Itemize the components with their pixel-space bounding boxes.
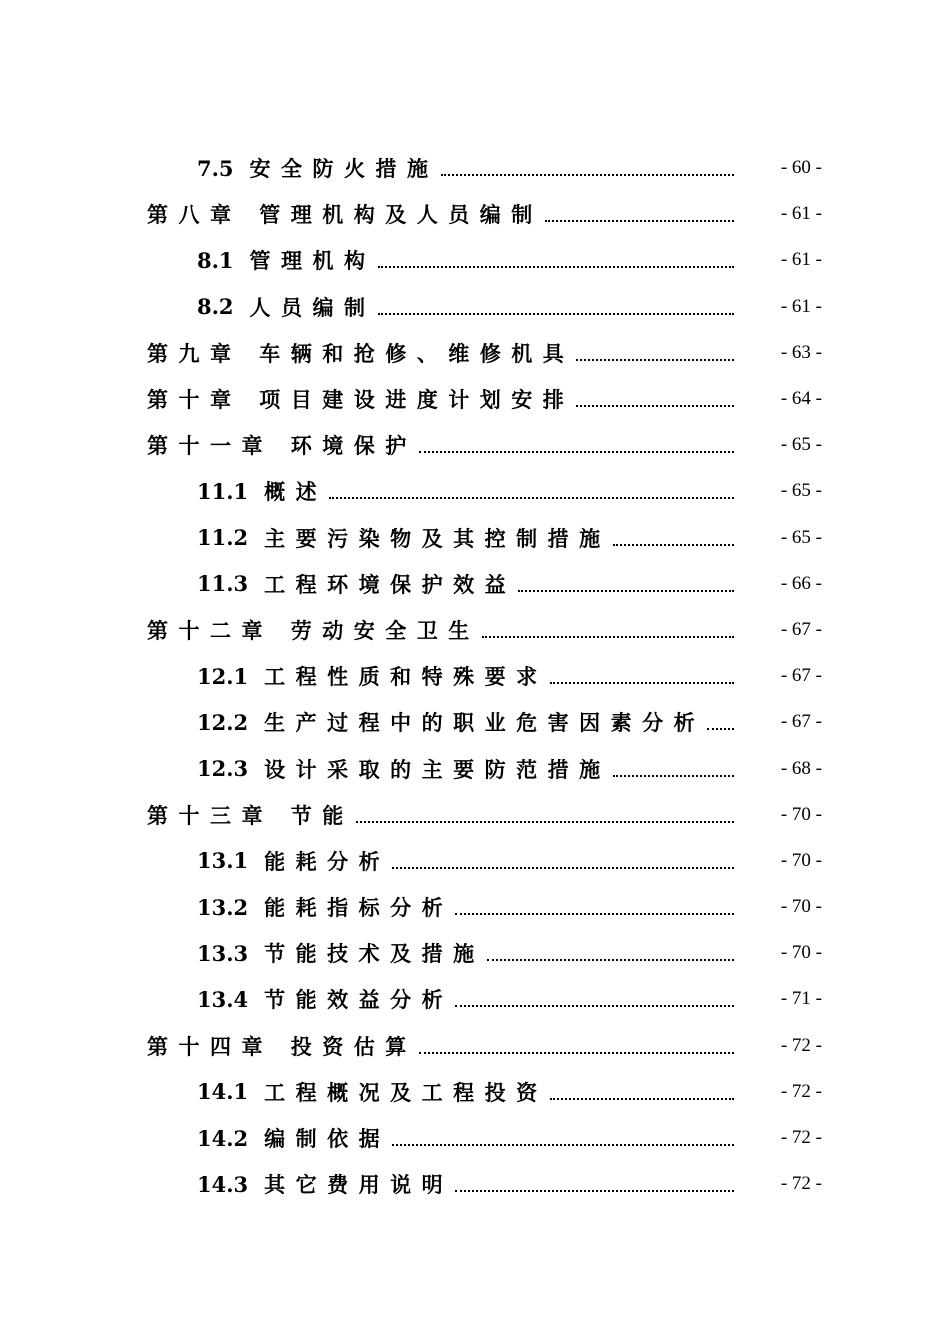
toc-entry[interactable] <box>0 284 950 330</box>
toc-section-number: 12.1 <box>197 663 249 689</box>
toc-entry-label-group <box>147 199 752 229</box>
dot-leader <box>419 1052 734 1054</box>
toc-section-number: 11.1 <box>197 478 249 504</box>
toc-entry[interactable] <box>0 561 950 607</box>
toc-entry-label-group <box>197 476 752 506</box>
toc-entry-title: 生产过程中的职业危害因素分析 <box>264 710 706 736</box>
toc-entry-label <box>197 569 516 599</box>
toc-entry[interactable] <box>0 607 950 653</box>
toc-section-number: 13.4 <box>197 986 249 1012</box>
toc-page-number: - 64 - <box>780 388 822 410</box>
toc-entry-label-group <box>197 846 752 876</box>
toc-entry-label-group <box>147 1031 752 1061</box>
toc-entry[interactable] <box>0 838 950 884</box>
toc-entry[interactable] <box>0 653 950 699</box>
toc-entry-title: 第九章 车辆和抢修、维修机具 <box>147 340 575 366</box>
toc-page-number: - 61 - <box>780 203 822 225</box>
toc-entry[interactable] <box>0 699 950 745</box>
toc-entry-label <box>147 1031 417 1061</box>
toc-page-number: - 60 - <box>780 157 822 179</box>
toc-entry-label <box>197 846 390 876</box>
toc-section-number: 11.3 <box>197 571 249 597</box>
toc-entry-label-group <box>197 1077 752 1107</box>
dot-leader <box>356 821 734 823</box>
toc-entry-label <box>197 1123 390 1153</box>
toc-entry-label <box>197 292 376 322</box>
toc-entry-title: 第十四章 投资估算 <box>147 1033 417 1059</box>
toc-entry-title: 编制依据 <box>264 1126 391 1152</box>
toc-entry-label-group <box>197 984 752 1014</box>
dot-leader <box>378 266 734 268</box>
toc-section-number: 8.2 <box>197 294 234 320</box>
toc-section-number: 7.5 <box>197 155 234 181</box>
toc-entry-label-group <box>197 938 752 968</box>
toc-entry-label <box>147 338 574 368</box>
toc-entry-label-group <box>197 1169 752 1199</box>
table-of-contents <box>0 145 950 1207</box>
toc-entry[interactable] <box>0 330 950 376</box>
toc-section-number: 14.2 <box>197 1125 249 1151</box>
dot-leader <box>482 636 734 638</box>
dot-leader <box>545 220 734 222</box>
toc-entry-title: 安全防火措施 <box>249 156 439 182</box>
dot-leader <box>550 682 734 684</box>
toc-entry-title: 第十一章 环境保护 <box>147 433 417 459</box>
toc-entry-label-group <box>197 754 752 784</box>
toc-page-number: - 72 - <box>780 1080 822 1102</box>
dot-leader <box>518 590 734 592</box>
toc-entry[interactable] <box>0 468 950 514</box>
toc-entry-title: 管理机构 <box>249 248 376 274</box>
toc-entry-title: 节能技术及措施 <box>264 941 485 967</box>
toc-page-number: - 72 - <box>780 1173 822 1195</box>
toc-page-number: - 70 - <box>780 803 822 825</box>
toc-page-number: - 65 - <box>780 526 822 548</box>
dot-leader <box>329 497 734 499</box>
toc-entry-title: 工程性质和特殊要求 <box>264 664 548 690</box>
toc-section-number: 14.1 <box>197 1079 249 1105</box>
toc-entry[interactable] <box>0 1161 950 1207</box>
toc-section-number: 13.1 <box>197 848 249 874</box>
toc-entry-title: 人员编制 <box>249 294 376 320</box>
toc-entry[interactable] <box>0 976 950 1022</box>
toc-page-number: - 70 - <box>780 896 822 918</box>
toc-page-number: - 67 - <box>780 711 822 733</box>
dot-leader <box>455 913 734 915</box>
toc-entry[interactable] <box>0 1023 950 1069</box>
toc-entry[interactable] <box>0 237 950 283</box>
dot-leader <box>707 728 734 730</box>
dot-leader <box>576 359 734 361</box>
toc-entry[interactable] <box>0 1069 950 1115</box>
toc-entry-title: 第十章 项目建设进度计划安排 <box>147 387 575 413</box>
toc-entry-label-group <box>197 707 752 737</box>
toc-entry-label <box>147 615 480 645</box>
toc-entry[interactable] <box>0 422 950 468</box>
toc-entry-label <box>197 938 485 968</box>
toc-entry-label-group <box>197 523 752 553</box>
toc-entry-label <box>147 800 354 830</box>
toc-page-number: - 63 - <box>780 341 822 363</box>
dot-leader <box>576 405 734 407</box>
toc-page-number: - 70 - <box>780 942 822 964</box>
dot-leader <box>613 775 734 777</box>
toc-entry-label-group <box>197 245 752 275</box>
toc-entry-title: 主要污染物及其控制措施 <box>264 525 611 551</box>
toc-section-number: 11.2 <box>197 525 249 551</box>
toc-entry-label-group <box>197 892 752 922</box>
toc-entry-title: 设计采取的主要防范措施 <box>264 756 611 782</box>
toc-entry-label-group <box>197 153 752 183</box>
toc-entry-label-group <box>197 569 752 599</box>
toc-page-number: - 67 - <box>780 665 822 687</box>
toc-entry-title: 节能效益分析 <box>264 987 454 1013</box>
toc-entry-title: 第十二章 劳动安全卫生 <box>147 617 480 643</box>
toc-page-number: - 71 - <box>780 988 822 1010</box>
toc-entry-title: 能耗指标分析 <box>264 895 454 921</box>
toc-entry[interactable] <box>0 745 950 791</box>
toc-section-number: 13.3 <box>197 940 249 966</box>
toc-page-number: - 61 - <box>780 295 822 317</box>
toc-entry-label-group <box>147 800 752 830</box>
toc-entry[interactable] <box>0 884 950 930</box>
toc-entry[interactable] <box>0 191 950 237</box>
toc-entry-label-group <box>147 615 752 645</box>
toc-page-number: - 68 - <box>780 757 822 779</box>
dot-leader <box>378 313 734 315</box>
toc-entry-title: 工程概况及工程投资 <box>264 1079 548 1105</box>
toc-entry-title: 第十三章 节能 <box>147 802 354 828</box>
toc-entry-label <box>147 199 543 229</box>
dot-leader <box>487 959 734 961</box>
dot-leader <box>455 1005 734 1007</box>
toc-page-number: - 72 - <box>780 1127 822 1149</box>
toc-entry-title: 其它费用说明 <box>264 1172 454 1198</box>
toc-entry-label-group <box>197 1123 752 1153</box>
toc-entry[interactable] <box>0 792 950 838</box>
toc-entry-label <box>197 476 327 506</box>
toc-entry-label <box>197 707 705 737</box>
toc-entry-label <box>197 523 611 553</box>
toc-entry-label <box>197 1077 548 1107</box>
toc-entry-label-group <box>147 384 752 414</box>
toc-entry[interactable] <box>0 1115 950 1161</box>
toc-page-number: - 72 - <box>780 1034 822 1056</box>
toc-entry-title: 第八章 管理机构及人员编制 <box>147 202 543 228</box>
toc-entry[interactable] <box>0 145 950 191</box>
toc-entry[interactable] <box>0 930 950 976</box>
toc-entry-label-group <box>197 661 752 691</box>
dot-leader <box>441 174 734 176</box>
dot-leader <box>392 1144 734 1146</box>
dot-leader <box>392 867 734 869</box>
toc-page-number: - 66 - <box>780 572 822 594</box>
dot-leader <box>455 1190 734 1192</box>
toc-entry-label <box>197 892 453 922</box>
toc-section-number: 8.1 <box>197 247 234 273</box>
toc-page-number: - 65 - <box>780 480 822 502</box>
toc-entry-label <box>197 153 439 183</box>
toc-page-number: - 65 - <box>780 434 822 456</box>
toc-page-number: - 61 - <box>780 249 822 271</box>
toc-entry-title: 能耗分析 <box>264 848 391 874</box>
toc-entry-label-group <box>147 338 752 368</box>
toc-entry-label <box>197 984 453 1014</box>
toc-entry-label <box>147 384 574 414</box>
toc-entry[interactable] <box>0 376 950 422</box>
toc-section-number: 12.2 <box>197 709 249 735</box>
toc-entry-label <box>197 245 376 275</box>
dot-leader <box>550 1098 734 1100</box>
toc-page-number: - 67 - <box>780 618 822 640</box>
dot-leader <box>419 451 734 453</box>
toc-entry-label <box>197 1169 453 1199</box>
toc-entry-label-group <box>147 430 752 460</box>
toc-entry-title: 工程环境保护效益 <box>264 571 517 597</box>
toc-page-number: - 70 - <box>780 849 822 871</box>
toc-section-number: 13.2 <box>197 894 249 920</box>
toc-entry-label <box>197 661 548 691</box>
toc-entry-label <box>197 754 611 784</box>
toc-section-number: 12.3 <box>197 756 249 782</box>
toc-entry[interactable] <box>0 515 950 561</box>
dot-leader <box>613 544 734 546</box>
toc-section-number: 14.3 <box>197 1171 249 1197</box>
toc-entry-label-group <box>197 292 752 322</box>
toc-entry-title: 概述 <box>264 479 328 505</box>
toc-entry-label <box>147 430 417 460</box>
